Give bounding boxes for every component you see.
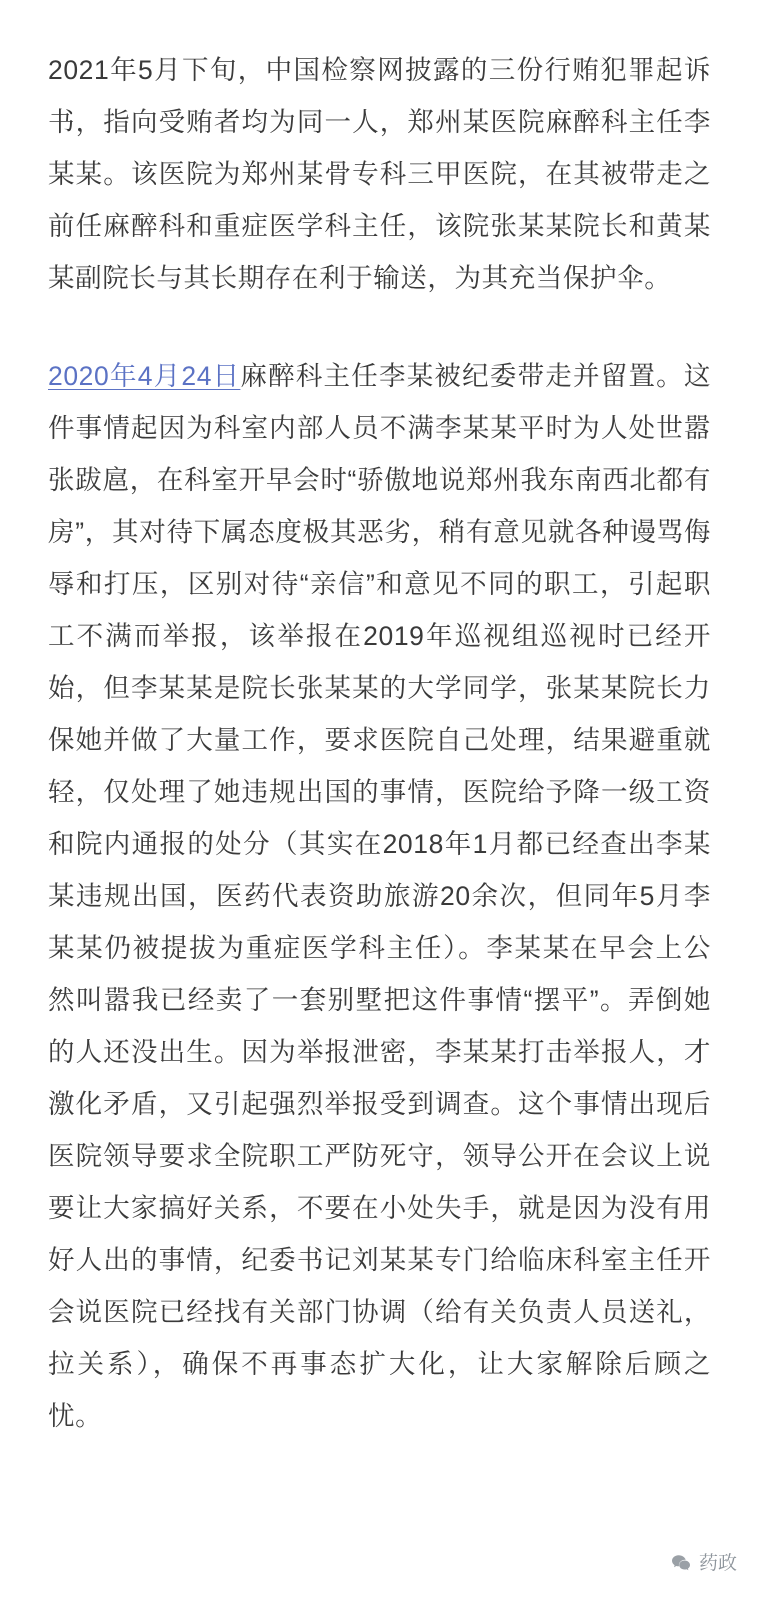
account-badge[interactable] [670,1552,737,1574]
paragraph-1: 2021年5月下旬，中国检察网披露的三份行贿犯罪起诉书，指向受贿者均为同一人，郑州某医院麻醉科主任李某某。该医院为郑州某骨专科三甲医院，在其被带走之前任麻醉科和重症医学科主任，该院张某某院长和黄某某副院长与其长期存在利于输送，为其充当保护伞。 [48,55,711,293]
account-name: 药政 [698,1552,737,1574]
wechat-icon [670,1552,692,1574]
paragraph-2-text: 麻醉科主任李某被纪委带走并留置。这件事情起因为科室内部人员不满李某某平时为人处世嚣张跋扈，在科室开早会时“骄傲地说郑州我东南西北都有房”，其对待下属态度极其恶劣，稍有意见就各种谩骂侮辱和打压，区别对待“亲信”和意见不同的职工，引起职工不满而举报，该举报在2019年巡视组巡视时已经开始，但李某某是院长张某某的大学同学，张某某院长力保她并做了大量工作，要求医院自己处理，结果避重就轻，仅处理了她违规出国的事情，医院给予降一级工资和院内通报的处分（其实在2018年1月都已经查出李某某违规出国，医药代表资助旅游20余次，但同年5月李某某仍被提拔为重症医学科主任）。李某某在早会上公然叫嚣我已经卖了一套别墅把这件事情“摆平”。弄倒她的人还没出生。因为举报泄密，李某某打击举报人，才激化矛盾，又引起强烈举报受到调查。这个事情出现后医院领导要求全院职工严防死守，领导公开在会议上说要让大家搞好关系，不要在小处失手，就是因为没有用好人出的事情，纪委书记刘某某专门给临床科室主任开会说医院已经找有关部门协调（给有关负责人员送礼，拉关系），确保不再事态扩大化，让大家解除后顾之忧。 [48,361,711,1431]
paragraph-2 [48,350,711,1442]
date-link[interactable]: 2020年4月24日 [48,361,241,391]
article-body [48,44,711,1442]
